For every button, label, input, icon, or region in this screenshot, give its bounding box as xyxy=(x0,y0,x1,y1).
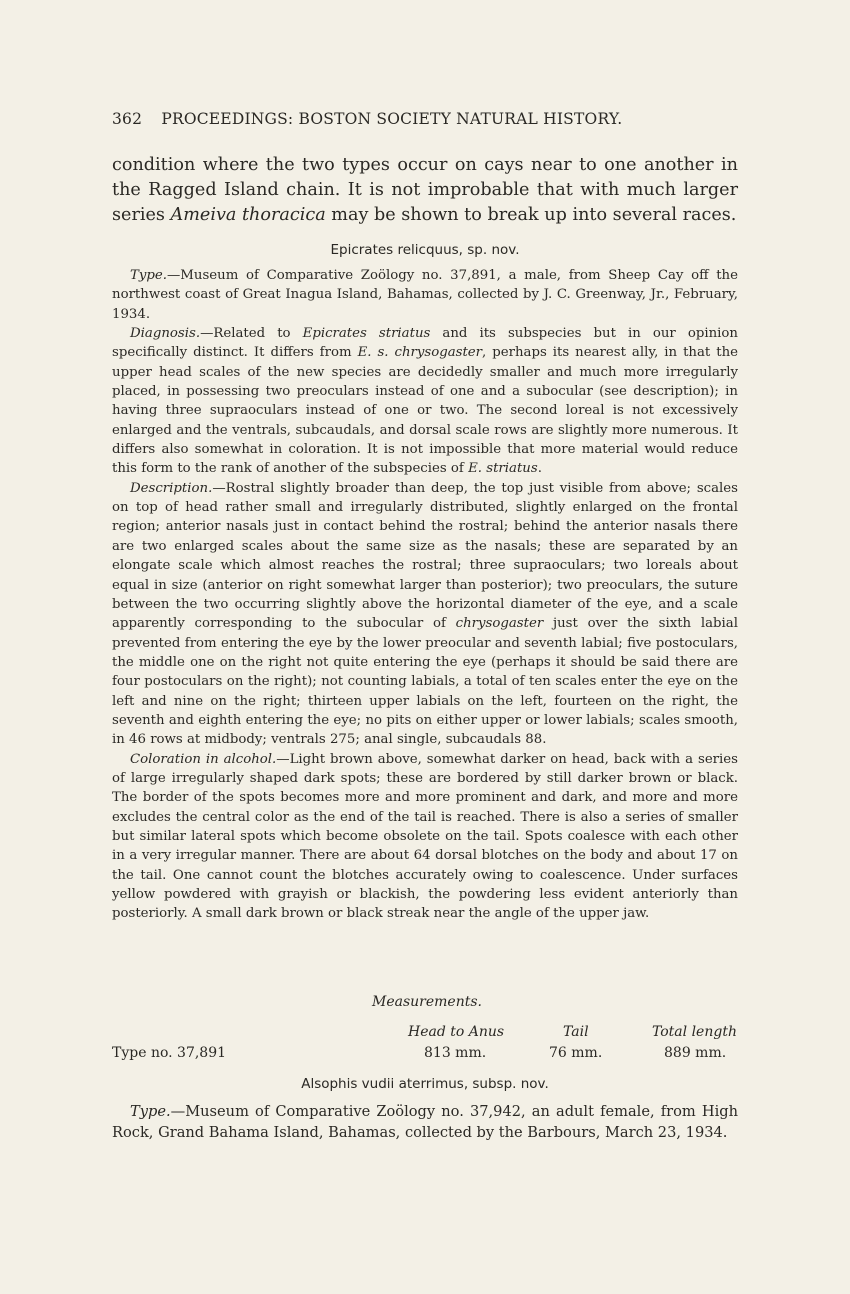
diagnosis-species: Epicrates striatus xyxy=(302,326,431,342)
diagnosis-species: E. striatus xyxy=(468,461,538,477)
description-text: just over the sixth labial prevented from entering the eye by the lower preocular and seventh labial; five postoculars, the middle one on the right not quite entering the eye (perhaps it should be said there are four postoculars on the right); not counting labials, a total of ten scales enter the eye on the left and nine on the right; thirteen upper labials on the left, fourteen on the right, the seventh and eighth entering the eye; no pits on either upper or lower labials; scales smooth, in 46 rows at midbody; ventrals 275; anal single, subcaudals 88. xyxy=(112,616,738,748)
type-label: Type. xyxy=(130,1103,171,1120)
epicrates-body xyxy=(112,266,738,924)
col-head-tail: Tail xyxy=(563,1024,589,1040)
alsophis-body xyxy=(112,1101,738,1143)
diagnosis-text: . xyxy=(537,461,542,477)
description-text: —Rostral slightly broader than deep, the top just visible from above; scales on top of head rather small and irregularly distributed, slightly enlarged on the frontal region; anterior nasals just in contact behind the rostral; behind the anterior nasals there are two enlarged scales about the same size as the nasals; these are separated by an elongate scale which almost reaches the rostral; three supraoculars; two loreals about equal in size (anterior on right somewhat larger than posterior); two preoculars, the suture between the two occurring slightly above the horizontal diameter of the eye, and a scale apparently corresponding to the subocular of xyxy=(112,480,738,632)
coloration-text: —Light brown above, somewhat darker on head, back with a series of large irregularly shaped dark spots; these are bordered by still darker brown or black. The border of the spots becomes more and more prominent and dark, and more and more excludes the central color as the end of the tail is reached. There is also a series of smaller but similar lateral spots which become obsolete on the tail. Spots coalesce with each other in a very irregular manner. There are about 64 dorsal blotches on the body and about 17 on the tail. One cannot count the blotches accurately owing to coalescence. Under surfaces yellow powdered with grayish or blackish, the powdering less evident anteriorly than posteriorly. A small dark brown or black streak near the angle of the upper jaw. xyxy=(112,751,738,922)
coloration-label: Coloration in alcohol. xyxy=(130,751,277,767)
species-heading-epicrates: Epicrates relicquus, sp. nov. xyxy=(330,242,520,258)
type-text: —Museum of Comparative Zoölogy no. 37,891, a male, from Sheep Cay off the northwest coast of Great Inagua Island, Bahamas, collected by J. C. Greenway, Jr., February, 1934. xyxy=(112,268,738,322)
diagnosis-paragraph xyxy=(112,324,738,479)
page-number: 362 xyxy=(112,110,143,128)
species-heading-alsophis: Alsophis vudii aterrimus, subsp. nov. xyxy=(301,1076,549,1092)
diagnosis-text: and its subspecies but in our opinion specifically distinct. It differs from xyxy=(112,326,738,361)
coloration-paragraph xyxy=(112,750,738,924)
running-title: PROCEEDINGS: BOSTON SOCIETY NATURAL HISTORY. xyxy=(161,110,623,128)
diagnosis-text: , perhaps its nearest ally, in that the upper head scales of the new species are decidedly smaller and much more irregularly placed, in possessing two preoculars instead of one and a subocular (see description); in having three supraoculars instead of one or two. The second loreal is not excessively enlarged and the ventrals, subcaudals, and dorsal scale rows are slightly more numerous. It differs also somewhat in coloration. It is not impossible that more material would reduce this form to the rank of another of the subspecies of xyxy=(112,345,739,477)
lead-species-name: Ameiva thoracica xyxy=(170,205,326,225)
type-text: —Museum of Comparative Zoölogy no. 37,942, an adult female, from High Rock, Grand Bahama Island, Bahamas, collected by the Barbours, March 23, 1934. xyxy=(112,1103,738,1141)
type-label: Type. xyxy=(130,268,167,283)
value-tail: 76 mm. xyxy=(549,1045,603,1061)
lead-paragraph xyxy=(112,153,738,228)
diagnosis-label: Diagnosis. xyxy=(130,326,201,342)
measurements-title: Measurements. xyxy=(372,994,482,1010)
col-head-total-length: Total length xyxy=(652,1024,737,1040)
lead-text-1: condition where the two types occur on cays near to one another in the Ragged Island chain. It is not improbable that with much larger series xyxy=(112,155,738,225)
diagnosis-text: —Related to xyxy=(200,326,303,342)
col-head-head-to-anus: Head to Anus xyxy=(408,1024,505,1040)
type-paragraph xyxy=(112,266,738,324)
alsophis-type-paragraph xyxy=(112,1101,738,1143)
description-label: Description. xyxy=(130,480,213,496)
value-head-to-anus: 813 mm. xyxy=(424,1045,487,1061)
diagnosis-species: E. s. chrysogaster xyxy=(357,345,483,361)
value-total-length: 889 mm. xyxy=(664,1045,727,1061)
description-species: chrysogaster xyxy=(455,616,544,632)
lead-text-2: may be shown to break up into several races. xyxy=(325,205,737,225)
description-paragraph xyxy=(112,479,738,750)
measurement-row-label: Type no. 37,891 xyxy=(112,1045,227,1061)
running-header xyxy=(112,110,740,128)
